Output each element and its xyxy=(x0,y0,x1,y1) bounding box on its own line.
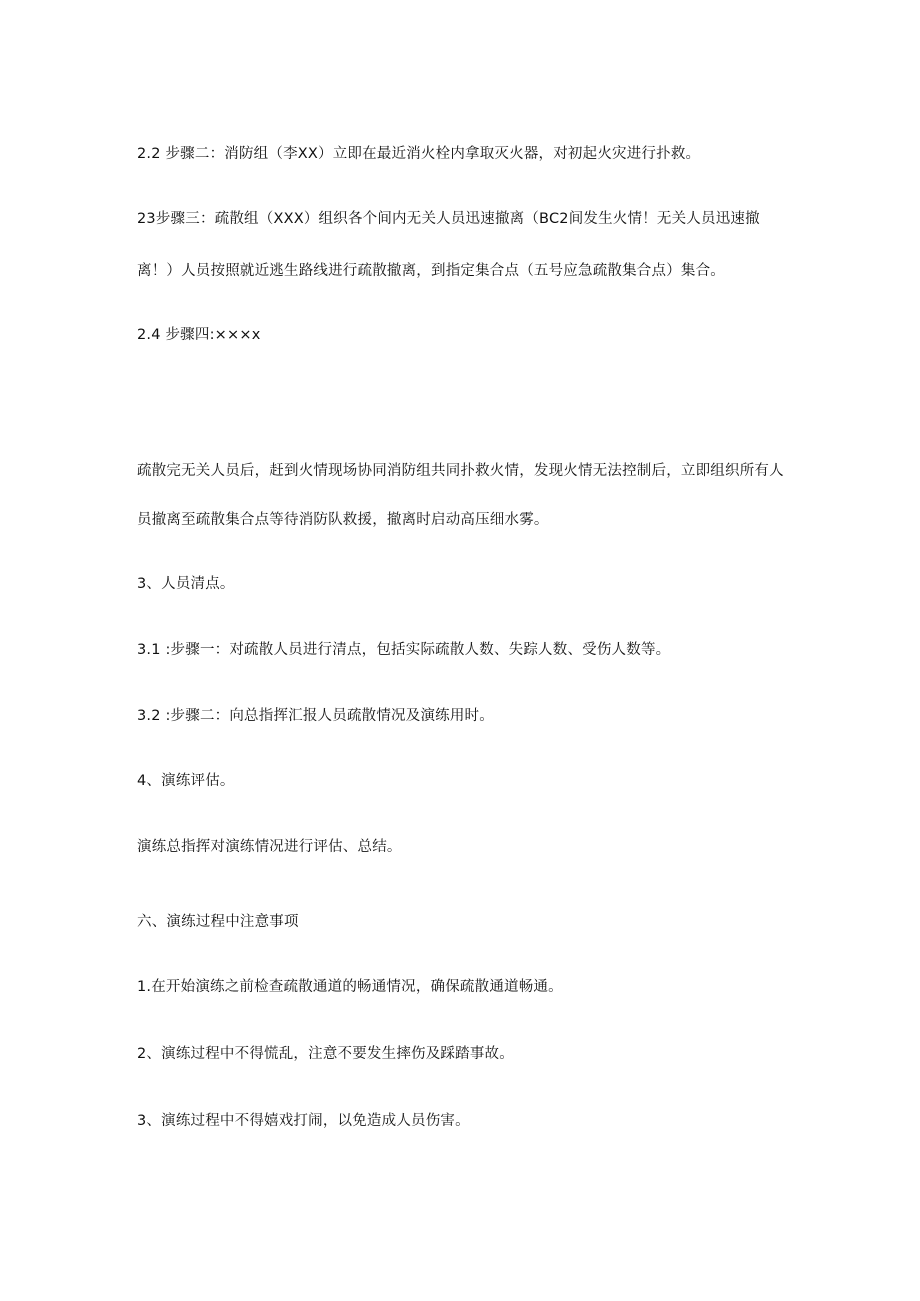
step-2-3-line: 23步骤三：疏散组（XXX）组织各个间内无关人员迅速撤离（BC2间发生火情！无关人员迅速撤 xyxy=(137,211,760,227)
note-3-line: 3、演练过程中不得嬉戏打闹，以免造成人员伤害。 xyxy=(137,1113,470,1129)
section-3-heading: 3、人员清点。 xyxy=(137,576,235,592)
note-2-line: 2、演练过程中不得慌乱，注意不要发生摔伤及踩踏事故。 xyxy=(137,1046,514,1062)
evacuation-paragraph-line-1: 疏散完无关人员后，赶到火情现场协同消防组共同扑救火情，发现火情无法控制后，立即组织所有人 xyxy=(137,463,784,479)
step-2-2-line: 2.2 步骤二：消防组（李XX）立即在最近消火栓内拿取灭火器，对初起火灾进行扑救。 xyxy=(137,146,701,162)
step-3-1-line: 3.1 :步骤一：对疏散人员进行清点，包括实际疏散人数、失踪人数、受伤人数等。 xyxy=(137,642,671,658)
step-3-2-line: 3.2 :步骤二：向总指挥汇报人员疏散情况及演练用时。 xyxy=(137,708,494,724)
evacuation-paragraph-line-2: 员撤离至疏散集合点等待消防队救援，撤离时启动高压细水雾。 xyxy=(137,512,549,528)
note-1-line: 1.在开始演练之前检查疏散通道的畅通情况，确保疏散通道畅通。 xyxy=(137,979,563,995)
section-6-heading: 六、演练过程中注意事项 xyxy=(137,914,299,930)
section-4-heading: 4、演练评估。 xyxy=(137,773,235,789)
evaluation-paragraph: 演练总指挥对演练情况进行评估、总结。 xyxy=(137,839,402,855)
step-2-3-continuation-line: 离！）人员按照就近逃生路线进行疏散撤离，到指定集合点（五号应急疏散集合点）集合。 xyxy=(137,263,725,279)
step-2-4-line: 2.4 步骤四:×××x xyxy=(137,327,261,343)
